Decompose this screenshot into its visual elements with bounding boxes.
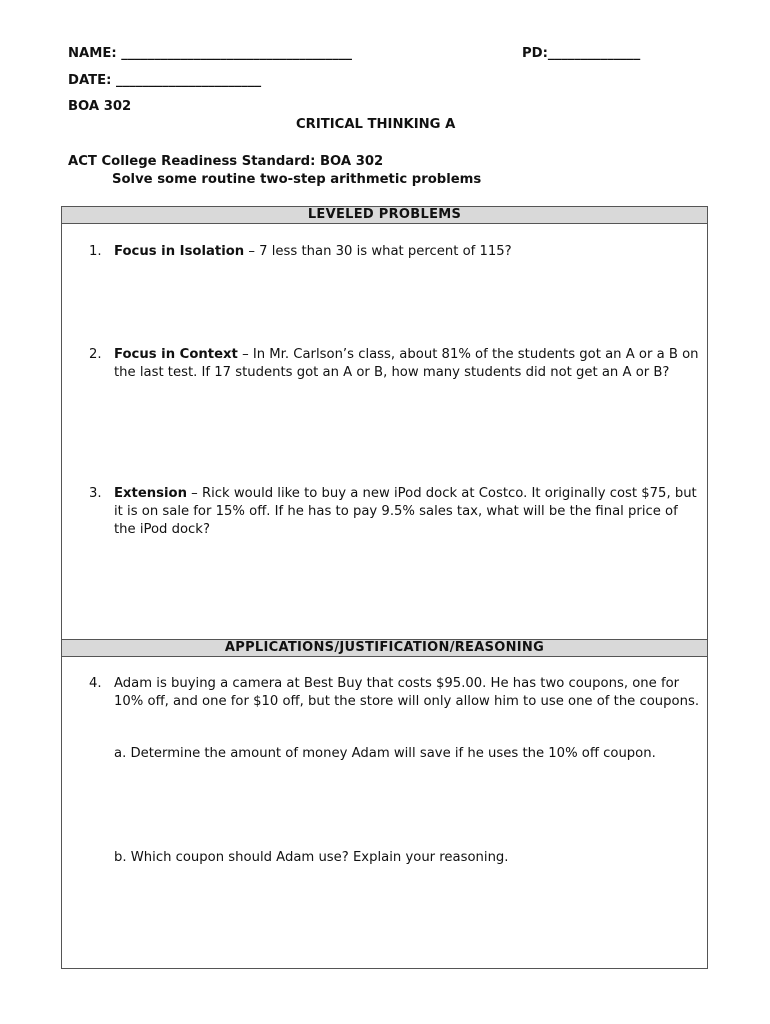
standard-heading: ACT College Readiness Standard: BOA 302 xyxy=(68,154,384,169)
question-number: 4. xyxy=(89,676,102,691)
subquestion-a: a. Determine the amount of money Adam will save if he uses the 10% off coupon. xyxy=(114,746,656,761)
leveled-problems-header: LEVELED PROBLEMS xyxy=(62,206,707,224)
question-number: 3. xyxy=(89,486,102,501)
date-field-label: DATE: ______________________ xyxy=(68,73,262,88)
period-field-label: PD:______________ xyxy=(522,46,641,61)
subquestion-b: b. Which coupon should Adam use? Explain your reasoning. xyxy=(114,850,509,865)
question-label: Extension xyxy=(114,486,187,501)
question-text: Adam is buying a camera at Best Buy that costs $95.00. He has two coupons, one for 10% off, and one for $10 off, but the store will only allow him to use one of the coupons. xyxy=(114,676,700,709)
standard-description: Solve some routine two-step arithmetic problems xyxy=(112,172,482,187)
course-code: BOA 302 xyxy=(68,99,132,114)
question-label: Focus in Context xyxy=(114,347,238,362)
question-label: Focus in Isolation xyxy=(114,244,245,259)
question-text: – Rick would like to buy a new iPod dock at Costco. It originally cost $75, but it is on sale for 15% off. If he has to pay 9.5% sales tax, what will be the final price of the iPod dock? xyxy=(114,486,697,537)
question-text: – 7 less than 30 is what percent of 115? xyxy=(244,244,512,259)
question-number: 1. xyxy=(89,244,102,259)
question-number: 2. xyxy=(89,347,102,362)
problems-box xyxy=(61,206,708,969)
name-field-label: NAME: ___________________________________ xyxy=(68,46,353,61)
question-text: – In Mr. Carlson’s class, about 81% of the students got an A or a B on the last test. If 17 students got an A or B, how many students did not get an A or B? xyxy=(114,347,699,380)
page-title: CRITICAL THINKING A xyxy=(296,117,456,132)
applications-header: APPLICATIONS/JUSTIFICATION/REASONING xyxy=(62,639,707,657)
